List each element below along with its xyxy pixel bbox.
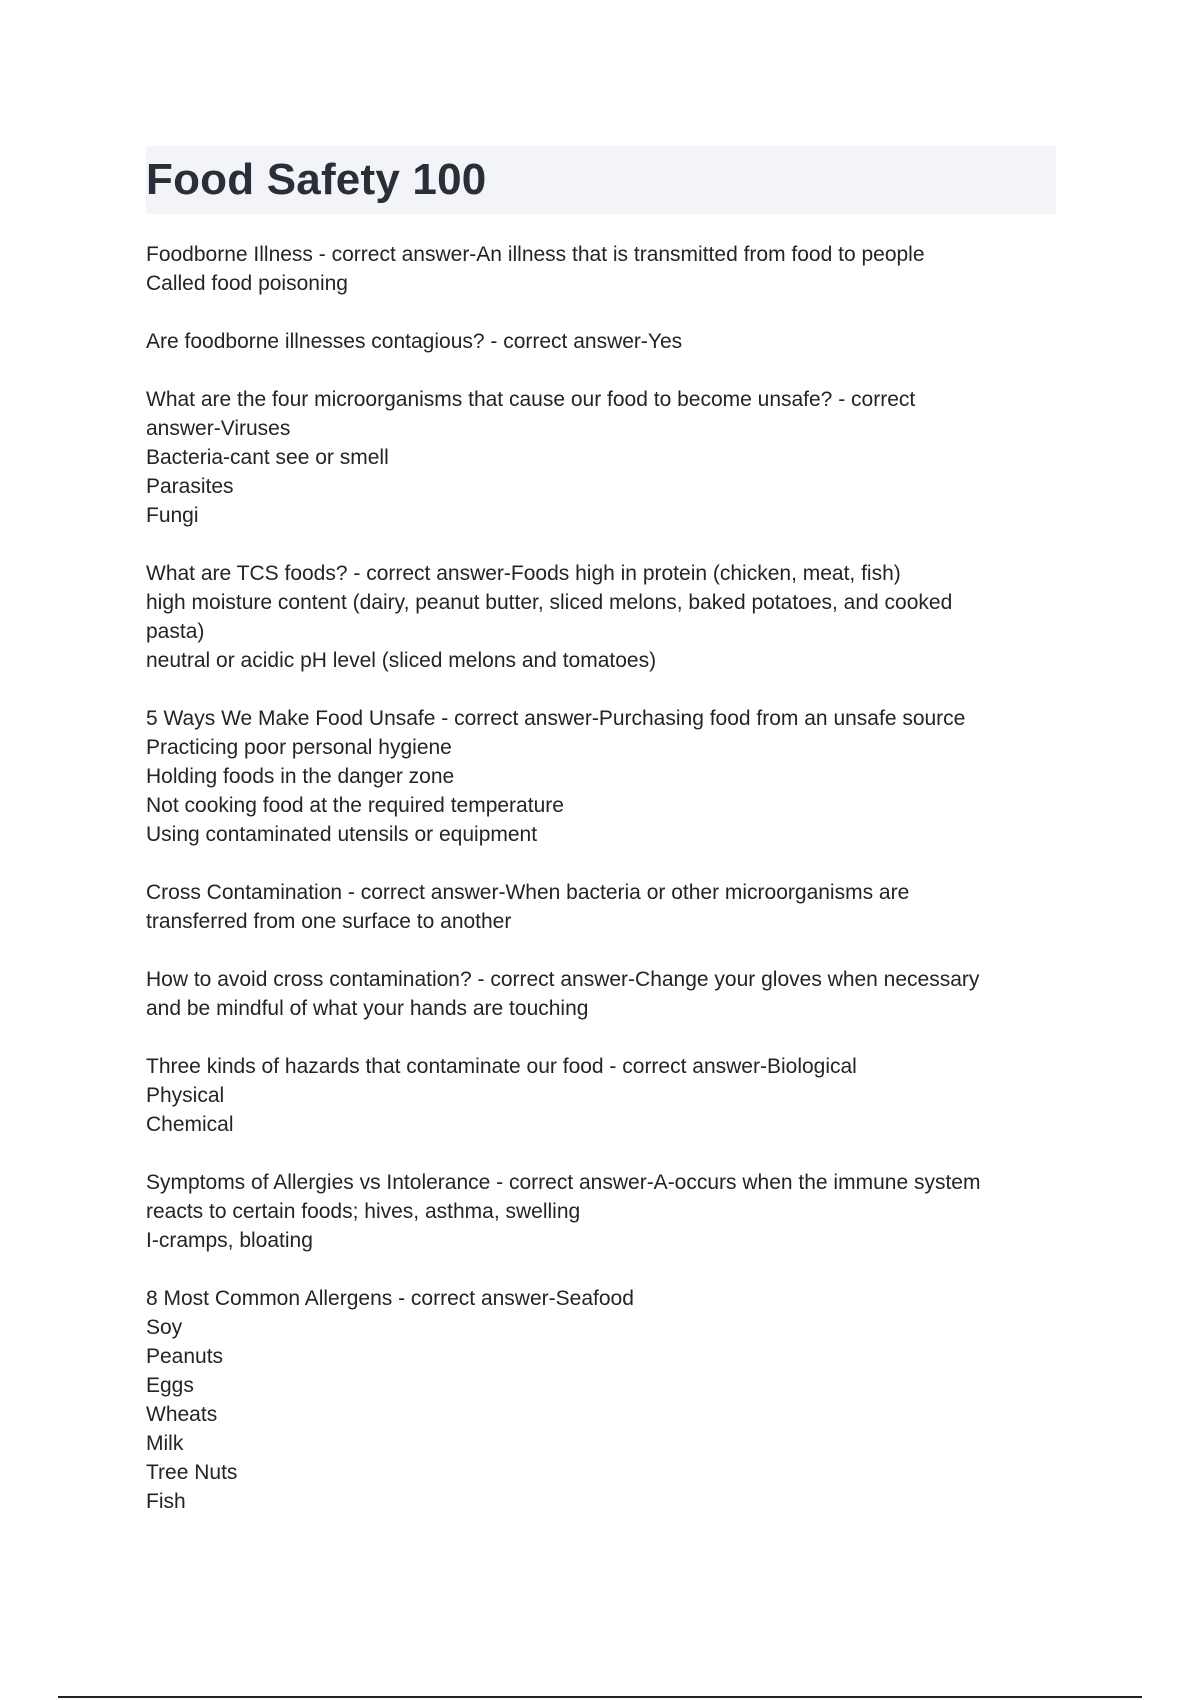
qa-answer-line: and be mindful of what your hands are touching (146, 997, 589, 1020)
qa-entry (146, 559, 1056, 675)
qa-question-line: Three kinds of hazards that contaminate our food - correct answer-Biological (146, 1055, 857, 1078)
qa-answer-line: Holding foods in the danger zone (146, 765, 455, 788)
qa-question-line: What are TCS foods? - correct answer-Foods high in protein (chicken, meat, fish) (146, 562, 901, 585)
qa-answer-line: Practicing poor personal hygiene (146, 736, 452, 759)
qa-answer-line: Fish (146, 1490, 186, 1513)
qa-entry (146, 240, 1056, 298)
qa-answer-line: Fungi (146, 504, 199, 527)
qa-question-line: How to avoid cross contamination? - correct answer-Change your gloves when necessary (146, 968, 980, 991)
qa-answer-line: Not cooking food at the required temperature (146, 794, 564, 817)
qa-entry (146, 385, 1056, 530)
qa-answer-line: Peanuts (146, 1345, 224, 1368)
qa-answer-line: Chemical (146, 1113, 234, 1136)
qa-entry (146, 1168, 1056, 1255)
qa-answer-line: answer-Viruses (146, 417, 291, 440)
qa-answer-line: I-cramps, bloating (146, 1229, 313, 1252)
document-page (146, 146, 1056, 1545)
qa-question-line: 8 Most Common Allergens - correct answer-Seafood (146, 1287, 634, 1310)
qa-answer-line: Milk (146, 1432, 184, 1455)
qa-list (146, 240, 1056, 1516)
qa-answer-line: high moisture content (dairy, peanut butter, sliced melons, baked potatoes, and cooked (146, 591, 953, 614)
qa-entry (146, 878, 1056, 936)
qa-answer-line: Bacteria-cant see or smell (146, 446, 389, 469)
title-banner (146, 146, 1056, 214)
qa-answer-line: transferred from one surface to another (146, 910, 512, 933)
footer-divider (58, 1696, 1142, 1698)
qa-entry (146, 327, 1056, 356)
qa-answer-line: pasta) (146, 620, 205, 643)
qa-answer-line: Wheats (146, 1403, 218, 1426)
qa-answer-line: Soy (146, 1316, 183, 1339)
qa-answer-line: Tree Nuts (146, 1461, 238, 1484)
qa-answer-line: Eggs (146, 1374, 194, 1397)
qa-entry (146, 1284, 1056, 1516)
qa-entry (146, 1052, 1056, 1139)
qa-answer-line: Parasites (146, 475, 234, 498)
qa-entry (146, 965, 1056, 1023)
qa-question-line: Symptoms of Allergies vs Intolerance - correct answer-A-occurs when the immune system (146, 1171, 981, 1194)
document-title: Food Safety 100 (146, 155, 487, 204)
qa-answer-line: Physical (146, 1084, 225, 1107)
qa-answer-line: neutral or acidic pH level (sliced melons and tomatoes) (146, 649, 657, 672)
qa-answer-line: Using contaminated utensils or equipment (146, 823, 538, 846)
qa-answer-line: reacts to certain foods; hives, asthma, swelling (146, 1200, 581, 1223)
qa-question-line: What are the four microorganisms that cause our food to become unsafe? - correct (146, 388, 916, 411)
qa-question-line: Cross Contamination - correct answer-When bacteria or other microorganisms are (146, 881, 910, 904)
qa-question-line: Foodborne Illness - correct answer-An illness that is transmitted from food to people (146, 243, 925, 266)
qa-question-line: 5 Ways We Make Food Unsafe - correct answer-Purchasing food from an unsafe source (146, 707, 966, 730)
qa-answer-line: Called food poisoning (146, 272, 348, 295)
qa-entry (146, 704, 1056, 849)
qa-question-line: Are foodborne illnesses contagious? - correct answer-Yes (146, 330, 683, 353)
